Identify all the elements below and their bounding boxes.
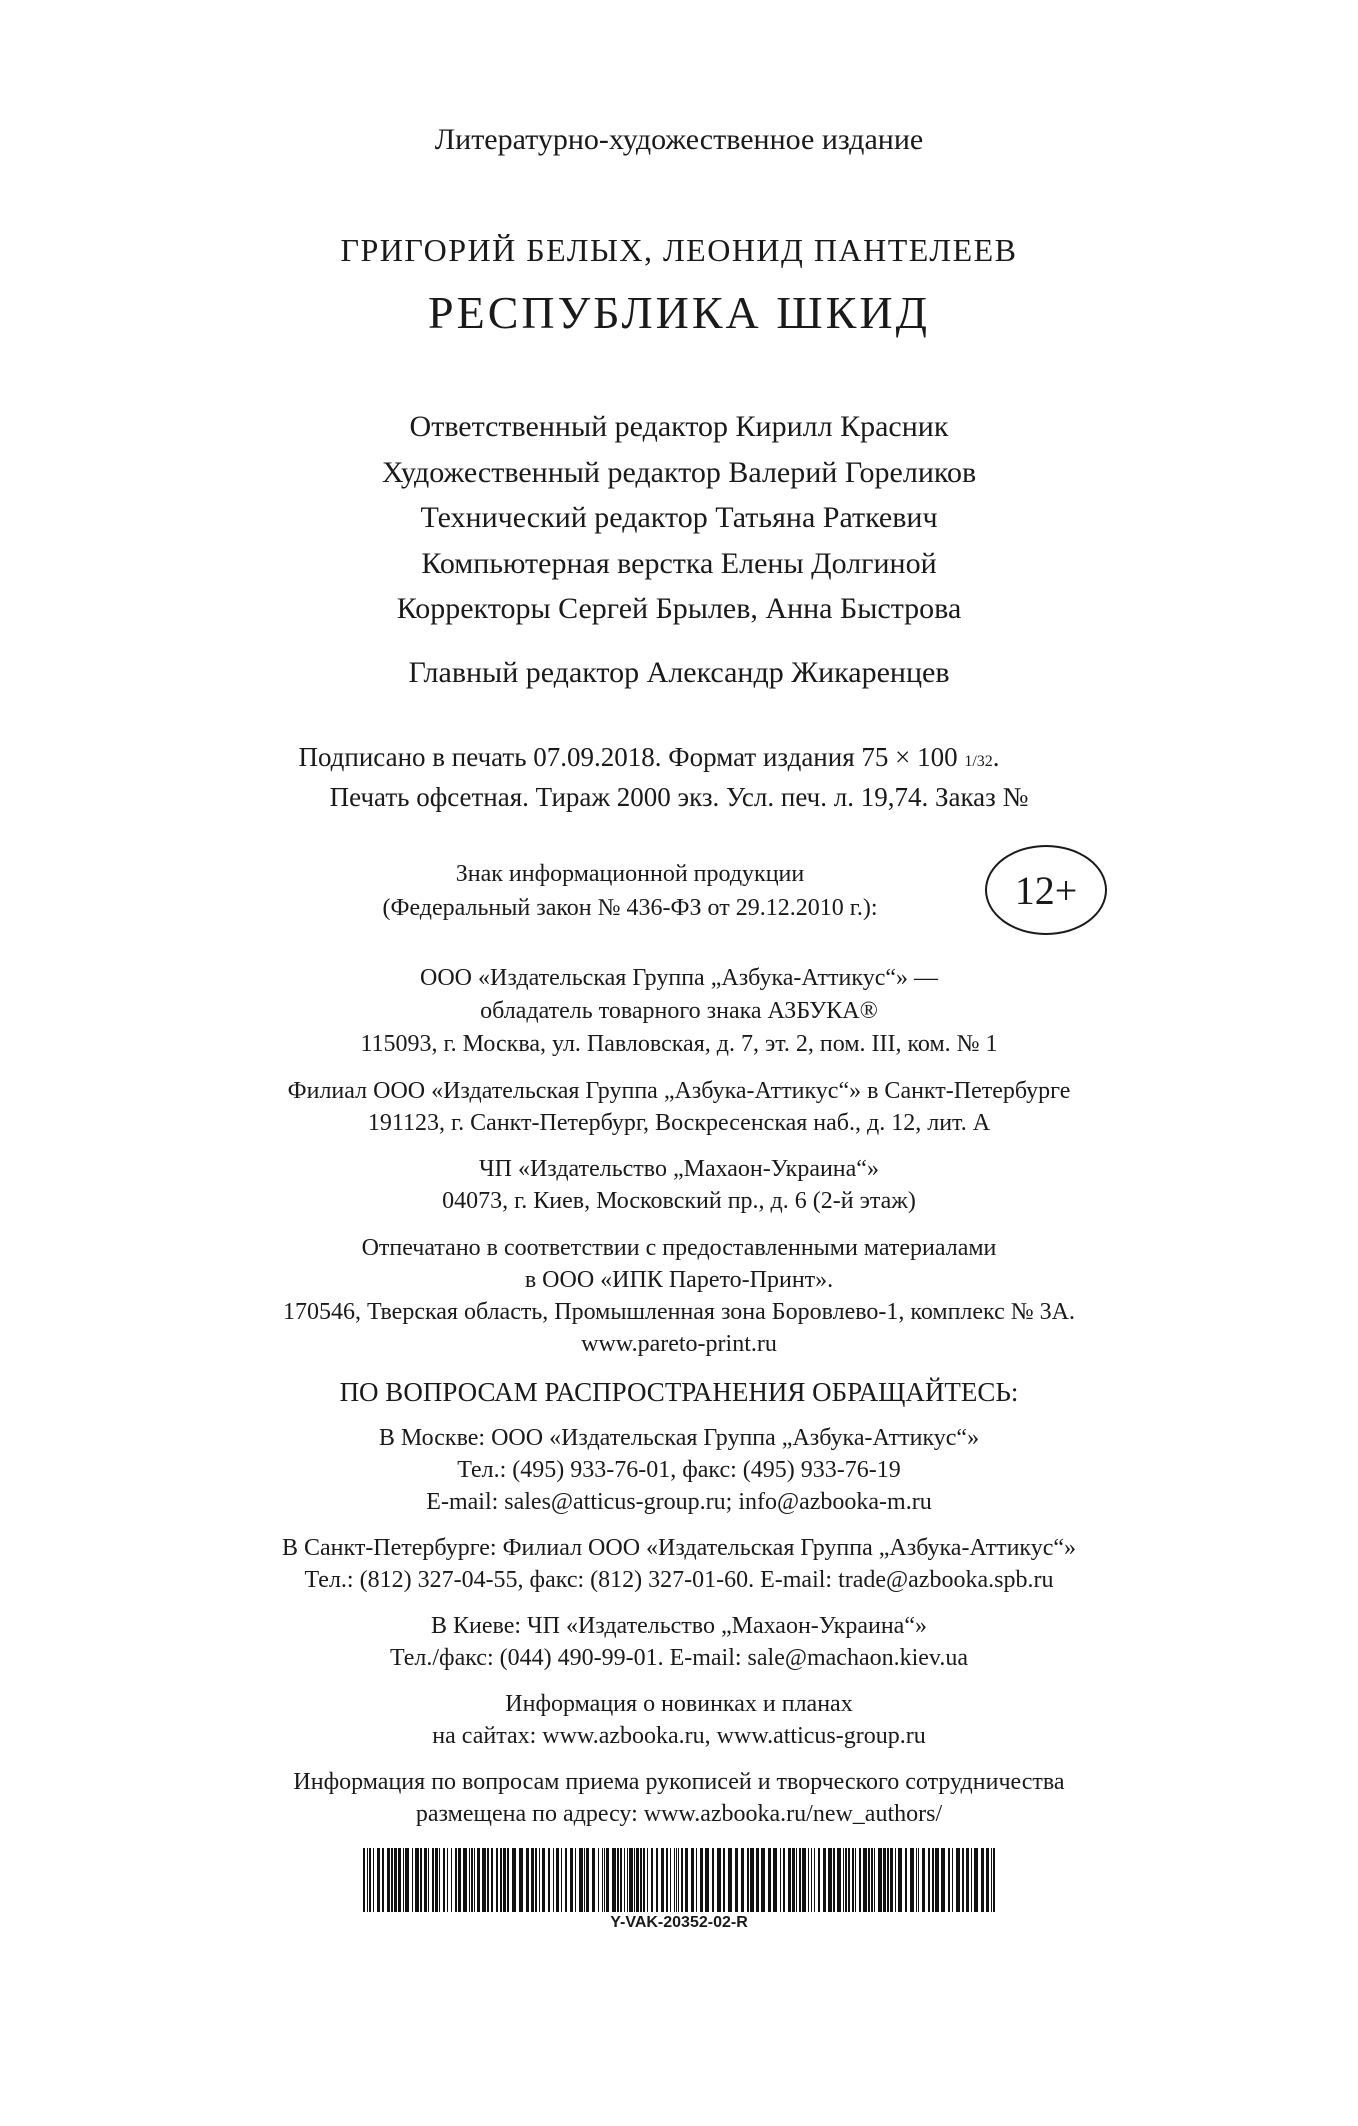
barcode-bar <box>487 1848 489 1912</box>
ukraine-publisher: ЧП «Издательство „Махаон-Украина“» <box>479 1156 879 1182</box>
barcode-bar <box>910 1848 914 1912</box>
spb-contact: В Санкт-Петербурге: Филиал ООО «Издательская Группа „Азбука-Аттикус“» <box>281 1535 1077 1561</box>
age-mark-line: Знак информационной продукции <box>455 861 805 887</box>
credit-line: Художественный редактор Валерий Гореликов <box>381 456 977 489</box>
barcode-bar <box>676 1848 677 1912</box>
barcode-bar <box>415 1848 419 1912</box>
barcode-bar <box>627 1848 628 1912</box>
barcode-bar <box>788 1848 791 1912</box>
barcode-bar <box>369 1848 371 1912</box>
barcode-bar <box>561 1848 562 1912</box>
barcode-bar <box>747 1848 749 1912</box>
barcode-bar <box>691 1848 694 1912</box>
barcode-code: Y-VAK-20352-02-R <box>610 1914 748 1931</box>
barcode-bar <box>859 1848 861 1912</box>
barcode-bar <box>629 1848 633 1912</box>
barcode-bar <box>447 1848 448 1912</box>
barcode-bar <box>382 1848 384 1912</box>
barcode-bar <box>723 1848 725 1912</box>
signing-text: Подписано в печать 07.09.2018. Формат издания 75 × 100 <box>298 742 958 772</box>
barcode-bar <box>624 1848 625 1912</box>
barcode-bar <box>799 1848 801 1912</box>
publisher-address: 115093, г. Москва, ул. Павловская, д. 7, эт. 2, пом. III, ком. № 1 <box>360 1031 998 1057</box>
barcode-bar <box>420 1848 422 1912</box>
barcode-bar <box>463 1848 467 1912</box>
barcode-bar <box>895 1848 896 1912</box>
printer-line: Отпечатано в соответствии с предоставленными материалами <box>361 1235 997 1261</box>
barcode-bar <box>705 1848 709 1912</box>
barcode-bar <box>640 1848 642 1912</box>
barcode-bar <box>606 1848 609 1912</box>
branch-line: Филиал ООО «Издательская Группа „Азбука-Аттикус“» в Санкт-Петербурге <box>287 1078 1071 1104</box>
publisher-line: обладатель товарного знака АЗБУКА® <box>480 998 878 1024</box>
barcode-bar <box>887 1848 889 1912</box>
barcode-bar <box>802 1848 806 1912</box>
age-mark-law: (Федеральный закон № 436-ФЗ от 29.12.2010 г.): <box>382 895 878 921</box>
barcode-bar <box>966 1848 969 1912</box>
barcode-bar <box>526 1848 529 1912</box>
signing-line <box>0 742 1328 773</box>
news-sites: на сайтах: www.azbooka.ru, www.atticus-group.ru <box>432 1723 926 1749</box>
barcode-bar <box>482 1848 486 1912</box>
barcode-bar <box>556 1848 559 1912</box>
barcode-bar <box>837 1848 841 1912</box>
authors: ГРИГОРИЙ БЕЛЫХ, ЛЕОНИД ПАНТЕЛЕЕВ <box>340 232 1018 268</box>
barcode-bar <box>808 1848 809 1912</box>
barcode-bar <box>932 1848 934 1912</box>
barcode-bar <box>451 1848 452 1912</box>
barcode-bar <box>728 1848 732 1912</box>
barcode-bar <box>363 1848 365 1912</box>
barcode-bar <box>828 1848 832 1912</box>
barcode-bar <box>898 1848 902 1912</box>
barcode-bar <box>878 1848 882 1912</box>
barcode-bar <box>586 1848 589 1912</box>
printer-line: в ООО «ИПК Парето-Принт». <box>524 1267 834 1293</box>
barcode-bar <box>535 1848 537 1912</box>
barcode-bar <box>981 1848 984 1912</box>
barcode-bar <box>678 1848 679 1912</box>
barcode-bar <box>570 1848 573 1912</box>
credit-line: Корректоры Сергей Брылев, Анна Быстрова <box>396 592 962 625</box>
barcode-bar <box>918 1848 919 1912</box>
credit-line: Технический редактор Татьяна Раткевич <box>420 501 938 534</box>
barcode-bar <box>477 1848 480 1912</box>
barcode-bar <box>681 1848 683 1912</box>
barcode-bar <box>928 1848 930 1912</box>
barcode-bar <box>848 1848 850 1912</box>
barcode-bar <box>643 1848 645 1912</box>
barcode-bar <box>855 1848 856 1912</box>
age-rating-badge: 12+ <box>985 845 1107 935</box>
barcode-bar <box>670 1848 671 1912</box>
barcode-bar <box>833 1848 835 1912</box>
genre-label: Литературно-художественное издание <box>434 123 924 156</box>
barcode-bar <box>741 1848 744 1912</box>
barcode-bar <box>868 1848 870 1912</box>
barcode-bar <box>890 1848 893 1912</box>
barcode-bar <box>712 1848 714 1912</box>
book-title: РЕСПУБЛИКА ШКИД <box>428 287 930 338</box>
barcode-bar <box>519 1848 523 1912</box>
barcode-bar <box>584 1848 585 1912</box>
barcode-bar <box>412 1848 413 1912</box>
barcode-bar <box>542 1848 545 1912</box>
barcode-bar <box>685 1848 688 1912</box>
barcode-bar <box>377 1848 380 1912</box>
barcode-bar <box>941 1848 945 1912</box>
format-fraction: 1/32 <box>964 753 993 770</box>
printer-address: 170546, Тверская область, Промышленная зона Боровлево-1, комплекс № 3А. <box>283 1299 1075 1325</box>
barcode-bar <box>935 1848 939 1912</box>
credit-line: Компьютерная верстка Елены Долгиной <box>421 547 937 580</box>
barcode-bar <box>768 1848 771 1912</box>
barcode-bar <box>666 1848 668 1912</box>
barcode-bar <box>579 1848 583 1912</box>
moscow-contact: В Москве: ООО «Издательская Группа „Азбука-Аттикус“» <box>378 1425 980 1451</box>
spb-phone: Тел.: (812) 327-04-55, факс: (812) 327-01-60. E-mail: trade@azbooka.spb.ru <box>304 1567 1054 1593</box>
barcode-bar <box>455 1848 457 1912</box>
distribution-heading: ПО ВОПРОСАМ РАСПРОСТРАНЕНИЯ ОБРАЩАЙТЕСЬ: <box>339 1377 1019 1407</box>
barcode-bar <box>717 1848 721 1912</box>
barcode-bar <box>565 1848 567 1912</box>
barcode-bar <box>871 1848 873 1912</box>
barcode-bar <box>756 1848 759 1912</box>
barcode-bar <box>952 1848 953 1912</box>
kiev-phone: Тел./факс: (044) 490-99-01. E-mail: sale@machaon.kiev.ua <box>389 1645 969 1671</box>
barcode-bar <box>962 1848 964 1912</box>
barcode-bar <box>432 1848 434 1912</box>
printer-website: www.pareto-print.ru <box>581 1331 777 1357</box>
barcode-bar <box>991 1848 992 1912</box>
barcode-bar <box>845 1848 847 1912</box>
barcode-bar <box>696 1848 697 1912</box>
barcode-bar <box>602 1848 603 1912</box>
moscow-email: E-mail: sales@atticus-group.ru; info@azbooka-m.ru <box>426 1489 932 1515</box>
barcode-bar <box>792 1848 795 1912</box>
barcode-bar <box>491 1848 493 1912</box>
credit-line: Ответственный редактор Кирилл Красник <box>409 410 949 443</box>
barcode-bar <box>387 1848 390 1912</box>
barcode-bar <box>548 1848 550 1912</box>
barcode-bar <box>575 1848 576 1912</box>
barcode-bar <box>735 1848 738 1912</box>
barcode-bar <box>874 1848 875 1912</box>
barcode-bar <box>531 1848 534 1912</box>
age-mark-text <box>280 857 980 925</box>
barcode-bar <box>394 1848 397 1912</box>
barcode-bar <box>948 1848 950 1912</box>
barcode-bar <box>823 1848 826 1912</box>
barcode-bar <box>496 1848 498 1912</box>
barcode-bar <box>592 1848 595 1912</box>
barcode-bar <box>905 1848 907 1912</box>
barcode-bar <box>796 1848 797 1912</box>
barcode-bar <box>503 1848 506 1912</box>
barcode-bar <box>750 1848 754 1912</box>
barcode-bar <box>424 1848 427 1912</box>
barcode-bar <box>916 1848 917 1912</box>
barcode-bar <box>883 1848 886 1912</box>
barcode-bar <box>553 1848 554 1912</box>
barcode-bar <box>620 1848 622 1912</box>
barcode-bar <box>500 1848 502 1912</box>
chief-editor: Главный редактор Александр Жикаренцев <box>408 656 950 689</box>
barcode-bar <box>647 1848 648 1912</box>
barcode-bar <box>403 1848 404 1912</box>
publisher-line: ООО «Издательская Группа „Азбука-Аттикус“» — <box>420 965 938 991</box>
print-run-line: Печать офсетная. Тираж 2000 экз. Усл. печ. л. 19,74. Заказ № <box>329 782 1029 812</box>
barcode-bar <box>428 1848 429 1912</box>
barcode-bar <box>700 1848 703 1912</box>
barcode-bar <box>656 1848 658 1912</box>
barcode-bar <box>818 1848 820 1912</box>
barcode-bar <box>773 1848 777 1912</box>
kiev-contact: В Киеве: ЧП «Издательство „Махаон-Украина“» <box>431 1613 927 1639</box>
barcode-bar <box>507 1848 509 1912</box>
moscow-phone: Тел.: (495) 933-76-01, факс: (495) 933-76-19 <box>457 1457 901 1483</box>
barcode-bar <box>863 1848 867 1912</box>
barcode-bar <box>852 1848 854 1912</box>
barcode-bar <box>986 1848 989 1912</box>
barcode-bar <box>956 1848 960 1912</box>
barcode-bar <box>539 1848 540 1912</box>
barcode-bar <box>604 1848 605 1912</box>
barcode-bar <box>471 1848 473 1912</box>
barcode-bar <box>922 1848 925 1912</box>
barcode-bar <box>391 1848 393 1912</box>
barcode-bar <box>993 1848 995 1912</box>
barcode-bar <box>814 1848 815 1912</box>
barcode-bar <box>435 1848 438 1912</box>
barcode-bar <box>783 1848 785 1912</box>
barcode-bar <box>780 1848 781 1912</box>
barcode-bar <box>405 1848 409 1912</box>
barcode-bar <box>458 1848 461 1912</box>
ukraine-address: 04073, г. Киев, Московский пр., д. 6 (2-й этаж) <box>442 1188 916 1214</box>
barcode-bar <box>398 1848 401 1912</box>
branch-address: 191123, г. Санкт-Петербург, Воскресенская наб., д. 12, лит. А <box>367 1110 991 1136</box>
barcode-bar <box>512 1848 516 1912</box>
barcode-bar <box>974 1848 978 1912</box>
barcode-bar <box>617 1848 619 1912</box>
authors-info: Информация по вопросам приема рукописей и творческого сотрудничества <box>293 1769 1065 1795</box>
news-info: Информация о новинках и планах <box>505 1691 853 1717</box>
barcode-bar <box>634 1848 635 1912</box>
barcode-bar <box>367 1848 368 1912</box>
barcode-bar <box>373 1848 374 1912</box>
barcode-bar <box>811 1848 812 1912</box>
authors-info-url: размещена по адресу: www.azbooka.ru/new_authors/ <box>415 1801 943 1827</box>
barcode <box>363 1848 995 1912</box>
barcode-bar <box>674 1848 675 1912</box>
barcode-bar <box>474 1848 475 1912</box>
barcode-bar <box>439 1848 440 1912</box>
barcode-bar <box>651 1848 653 1912</box>
barcode-bar <box>443 1848 445 1912</box>
barcode-bar <box>843 1848 844 1912</box>
barcode-bar <box>612 1848 616 1912</box>
barcode-bar <box>598 1848 599 1912</box>
barcode-bar <box>661 1848 664 1912</box>
barcode-bar <box>636 1848 639 1912</box>
barcode-bar <box>971 1848 972 1912</box>
barcode-bar <box>469 1848 470 1912</box>
barcode-bar <box>761 1848 765 1912</box>
signing-end: . <box>992 742 1000 772</box>
